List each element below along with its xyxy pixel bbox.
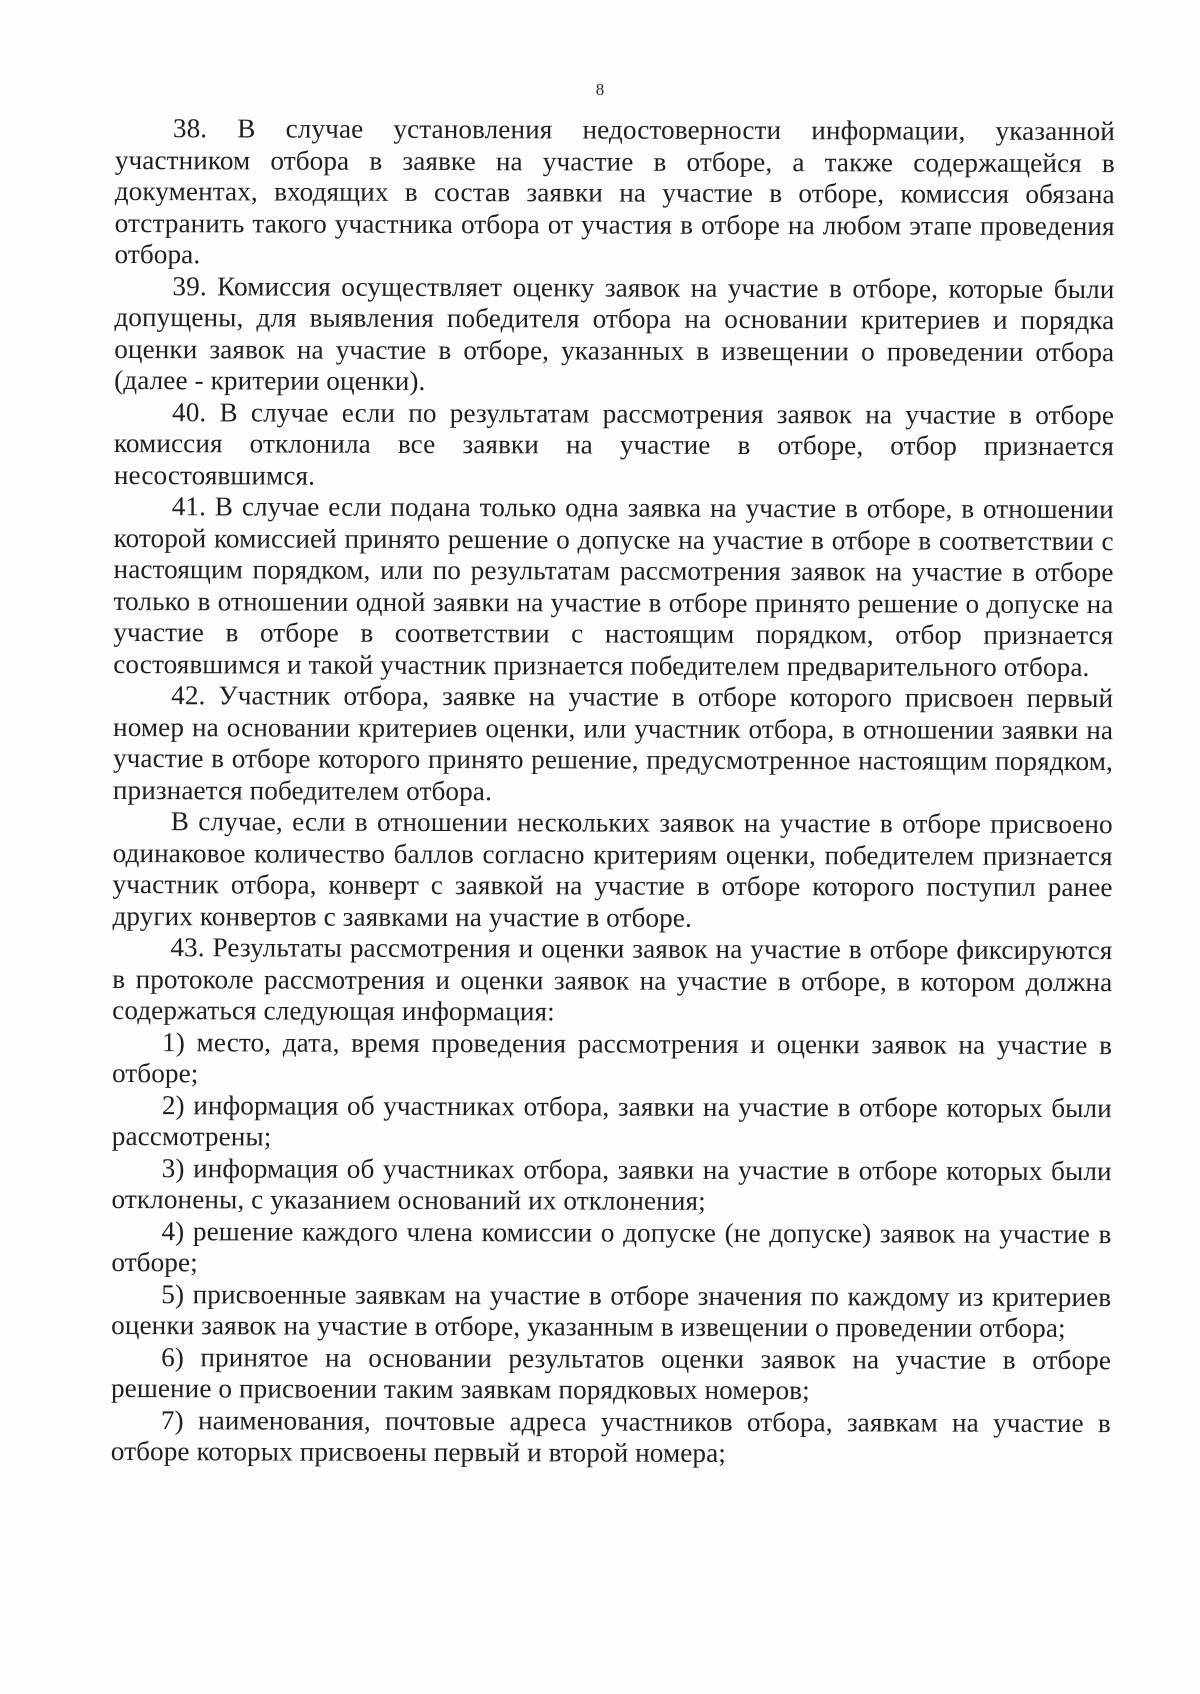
paragraph-41: 41. В случае если подана только одна заявка на участие в отборе, в отношении которой комиссией принято решение о допуске на участие в отборе в соответствии с настоящим порядком, или по результатам рассмотрения заявок на участие в отборе только в отношении одной заявки на участие в отборе принято решение о допуске на участие в отборе в соответствии с настоящим порядком, отбор признается состоявшимся и такой участник признается победителем предварительного отбора.	[113, 491, 1114, 682]
list-item-7: 7) наименования, почтовые адреса участников отбора, заявкам на участие в отборе которых присвоены первый и второй номера;	[110, 1404, 1111, 1468]
paragraph-40: 40. В случае если по результатам рассмотрения заявок на участие в отборе комиссия отклонила все заявки на участие в отборе, отбор признается несостоявшимся.	[113, 396, 1115, 491]
paragraph-38: 38. В случае установления недостоверности информации, указанной участником отбора в заявке на участие в отборе, а также содержащейся в документах, входящих в состав заявки на участие в отборе, комиссия обязана отстранить такого участника отбора от участия в отборе на любом этапе проведения отбора.	[114, 113, 1115, 270]
paragraph-39: 39. Комиссия осуществляет оценку заявок на участие в отборе, которые были допущены, для выявления победителя отбора на основании критериев и порядка оценки заявок на участие в отборе, указанных в извещении о проведении отбора (далее - критерии оценки).	[114, 270, 1115, 396]
list-item-6: 6) принятое на основании результатов оценки заявок на участие в отборе решение о присвоении таким заявкам порядковых номеров;	[110, 1341, 1112, 1406]
list-item-4: 4) решение каждого члена комиссии о допуске (не допуске) заявок на участие в отборе;	[111, 1215, 1112, 1278]
list-item-1: 1) место, дата, время проведения рассмотрения и оценки заявок на участие в отборе;	[111, 1026, 1113, 1089]
document-body	[111, 113, 1115, 1471]
list-item-2: 2) информация об участниках отбора, заявки на участие в отборе которых были рассмотрены;	[111, 1089, 1112, 1152]
paragraph-42-continuation: В случае, если в отношении нескольких заявок на участие в отборе присвоено одинаковое количество баллов согласно критериям оценки, победителем признается участник отбора, конверт с заявкой на участие в отборе которого поступил ранее других конвертов с заявками на участие в отборе.	[112, 806, 1113, 933]
list-item-5: 5) присвоенные заявкам на участие в отборе значения по каждому из критериев оценки заявок на участие в отборе, указанным в извещении о проведении отбора;	[111, 1278, 1112, 1343]
page-number: 8	[595, 80, 605, 99]
paragraph-42: 42. Участник отбора, заявке на участие в отборе которого присвоен первый номер на основании критериев оценки, или участник отбора, в отношении заявки на участие в отборе которого принято решение, предусмотренное настоящим порядком, признается победителем отбора.	[112, 680, 1114, 806]
paragraph-43: 43. Результаты рассмотрения и оценки заявок на участие в отборе фиксируются в протоколе рассмотрения и оценки заявок на участие в отборе, в котором должна содержаться следующая информация:	[112, 932, 1113, 1027]
list-item-3: 3) информация об участниках отбора, заявки на участие в отборе которых были отклонены, с указанием оснований их отклонения;	[111, 1152, 1112, 1216]
